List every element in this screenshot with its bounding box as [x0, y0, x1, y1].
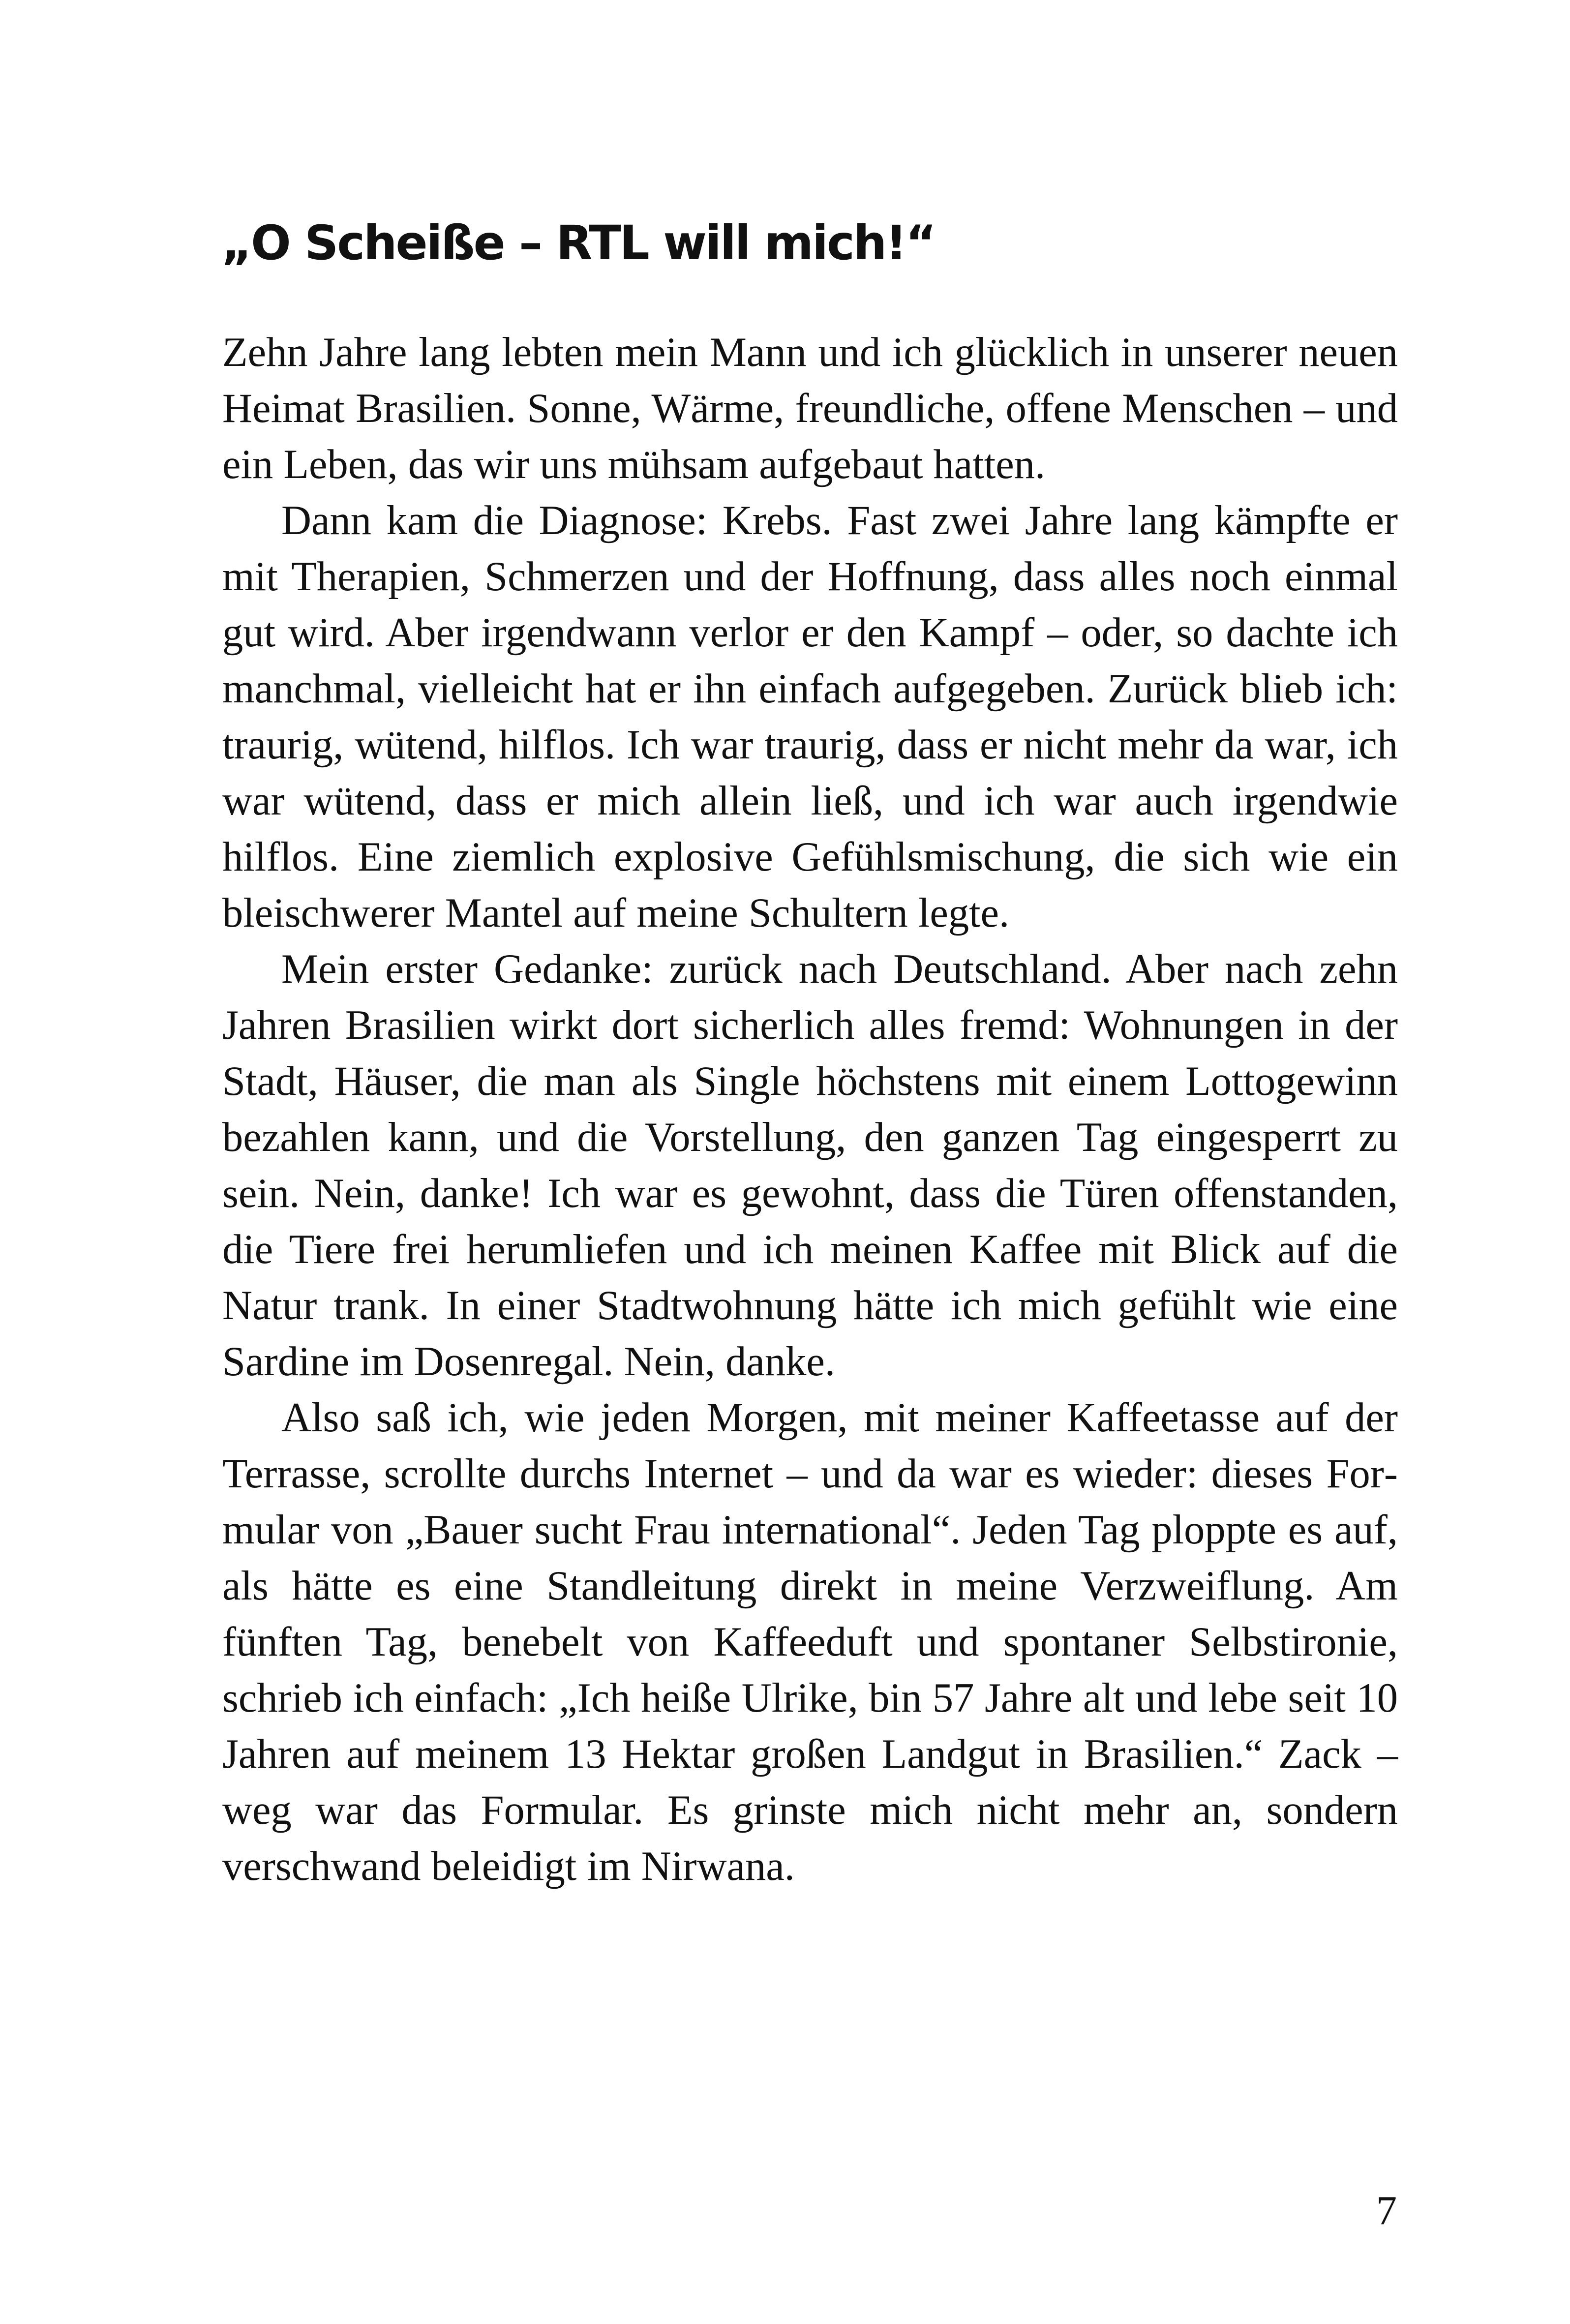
paragraph: Zehn Jahre lang lebten mein Mann und ich glücklich in unserer neuen Heimat Brasilien. Sonne, Wärme, freundliche, offene Menschen – und ein Leben, das wir uns mühsam aufgebaut hatten.	[222, 330, 1398, 487]
body-text	[222, 325, 1398, 1895]
paragraph: Dann kam die Diagnose: Krebs. Fast zwei Jahre lang kämpfte er mit Therapien, Schmerzen und der Hoffnung, dass alles noch einmal gut wird. Aber irgendwann verlor er den Kampf – oder, so dachte ich manchmal, vielleicht hat er ihn einfach aufgegeben. Zurück blieb ich: traurig, wütend, hilflos. Ich war traurig, dass er nicht mehr da war, ich war wütend, dass er mich allein ließ, und ich war auch irgendwie hilflos. Eine ziemlich explosive Gefühlsmischung, die sich wie ein bleischwerer Mantel auf meine Schultern legte.	[222, 498, 1398, 936]
paragraph: Also saß ich, wie jeden Morgen, mit meiner Kaffeetasse auf der Terrasse, scrollte durchs Internet – und da war es wieder: dieses Formular von „Bauer sucht Frau international“. Jeden Tag ploppte es auf, als hätte es eine Standleitung direkt in meine Verzweiflung. Am fünften Tag, benebelt von Kaffeeduft und spontaner Selbstironie, schrieb ich einfach: „Ich heiße Ulrike, bin 57 Jahre alt und lebe seit 10 Jahren auf meinem 13 Hektar großen Landgut in Brasilien.“ Zack – weg war das Formular. Es grinste mich nicht mehr an, sondern verschwand beleidigt im Nirwana.	[222, 1395, 1398, 1889]
page-number: 7	[1376, 2188, 1397, 2233]
chapter-title: „O Scheiße – RTL will mich!“	[221, 215, 936, 271]
paragraph: Mein erster Gedanke: zurück nach Deutschland. Aber nach zehn Jahren Brasilien wirkt dort sicherlich alles fremd: Wohnungen in der Stadt, Häuser, die man als Single höchstens mit einem Lottogewinn bezahlen kann, und die Vorstellung, den ganzen Tag eingesperrt zu sein. Nein, danke! Ich war es gewohnt, dass die Türen offenstanden, die Tiere frei herumliefen und ich meinen Kaffee mit Blick auf die Natur trank. In einer Stadtwohnung hätte ich mich gefühlt wie eine Sardine im Dosenregal. Nein, danke.	[222, 946, 1398, 1385]
